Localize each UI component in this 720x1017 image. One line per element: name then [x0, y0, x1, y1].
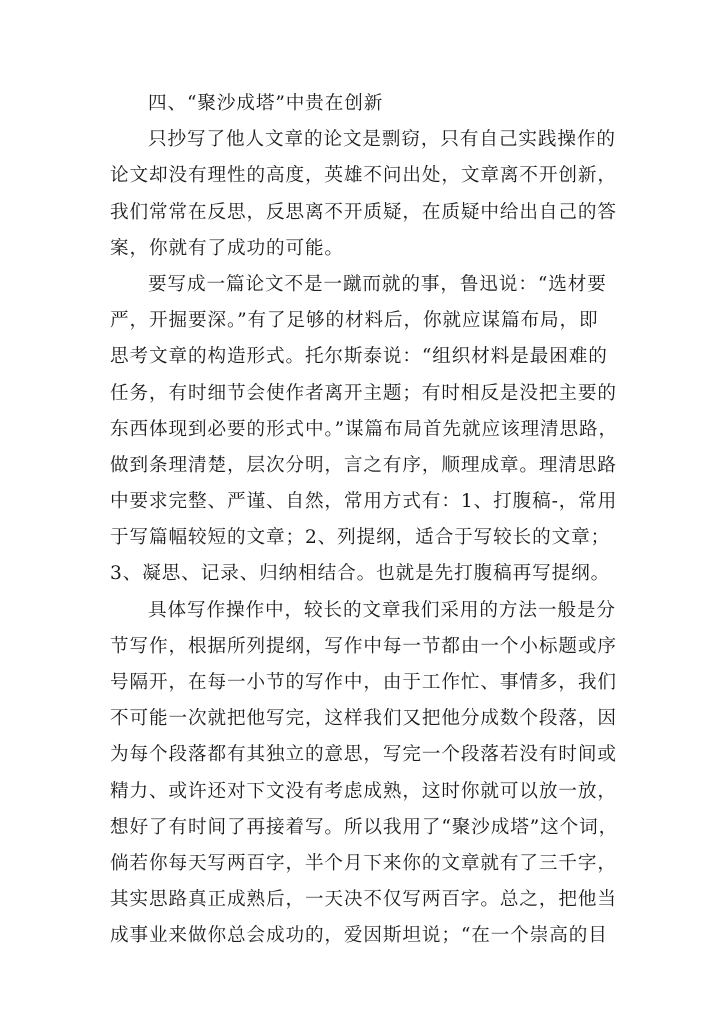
paragraph-line: 中要求完整、严谨、自然，常用方式有：1、打腹稿-，常用	[110, 491, 618, 513]
paragraph-line: 成事业来做你总会成功的，爱因斯坦说；“在一个崇高的目	[110, 925, 608, 947]
paragraph-line: 做到条理清楚，层次分明，言之有序，顺理成章。理清思路	[110, 454, 617, 476]
paragraph-line: 3、凝思、记录、归纳相结合。也就是先打腹稿再写提纲。	[110, 563, 611, 585]
paragraph-line: 于写篇幅较短的文章；2、列提纲，适合于写较长的文章；	[110, 527, 611, 549]
paragraph-2	[110, 267, 620, 593]
section-heading: 四、“聚沙成塔”中贵在创新	[148, 93, 384, 114]
paragraph-line: 倘若你每天写两百字，半个月下来你的文章就有了三千字，	[110, 852, 617, 874]
paragraph-line: 只抄写了他人文章的论文是剽窃，只有自己实践操作的	[148, 129, 616, 151]
paragraph-line: 案，你就有了成功的可能。	[110, 237, 344, 259]
paragraph-line: 思考文章的构造形式。托尔斯泰说：“组织材料是最困难的	[110, 346, 608, 368]
paragraph-line: 号隔开，在每一小节的写作中，由于工作忙、事情多，我们	[110, 672, 617, 693]
paragraph-line: 不可能一次就把他写完，这样我们又把他分成数个段落，因	[110, 708, 617, 730]
paragraph-line: 精力、或许还对下文没有考虑成熟，这时你就可以放一放，	[110, 780, 617, 802]
paragraph-line: 要写成一篇论文不是一蹴而就的事，鲁迅说：“选材要	[148, 273, 607, 295]
paragraph-3	[110, 593, 620, 955]
paragraph-line: 具体写作操作中，较长的文章我们采用的方法一般是分	[148, 599, 616, 621]
paragraph-line: 想好了有时间了再接着写。所以我用了“聚沙成塔”这个词，	[110, 816, 619, 838]
paragraph-line: 论文却没有理性的高度，英雄不问出处，文章离不开创新，	[110, 165, 617, 187]
paragraph-line: 为每个段落都有其独立的意思，写完一个段落若没有时间或	[110, 744, 617, 766]
document-body	[110, 86, 620, 955]
paragraph-line: 东西体现到必要的形式中。”谋篇布局首先就应该理清思路，	[110, 418, 618, 440]
paragraph-line: 节写作，根据所列提纲，写作中每一节都由一个小标题或序	[110, 635, 617, 657]
paragraph-1	[110, 122, 620, 267]
paragraph-line: 严，开掘要深。”有了足够的材料后，你就应谋篇布局，即	[110, 310, 599, 332]
paragraph-line: 其实思路真正成熟后，一天决不仅写两百字。总之，把他当	[110, 889, 617, 911]
paragraph-line: 我们常常在反思，反思离不开质疑，在质疑中给出自己的答	[110, 201, 617, 223]
paragraph-line: 任务，有时细节会使作者离开主题；有时相反是没把主要的	[110, 382, 617, 404]
